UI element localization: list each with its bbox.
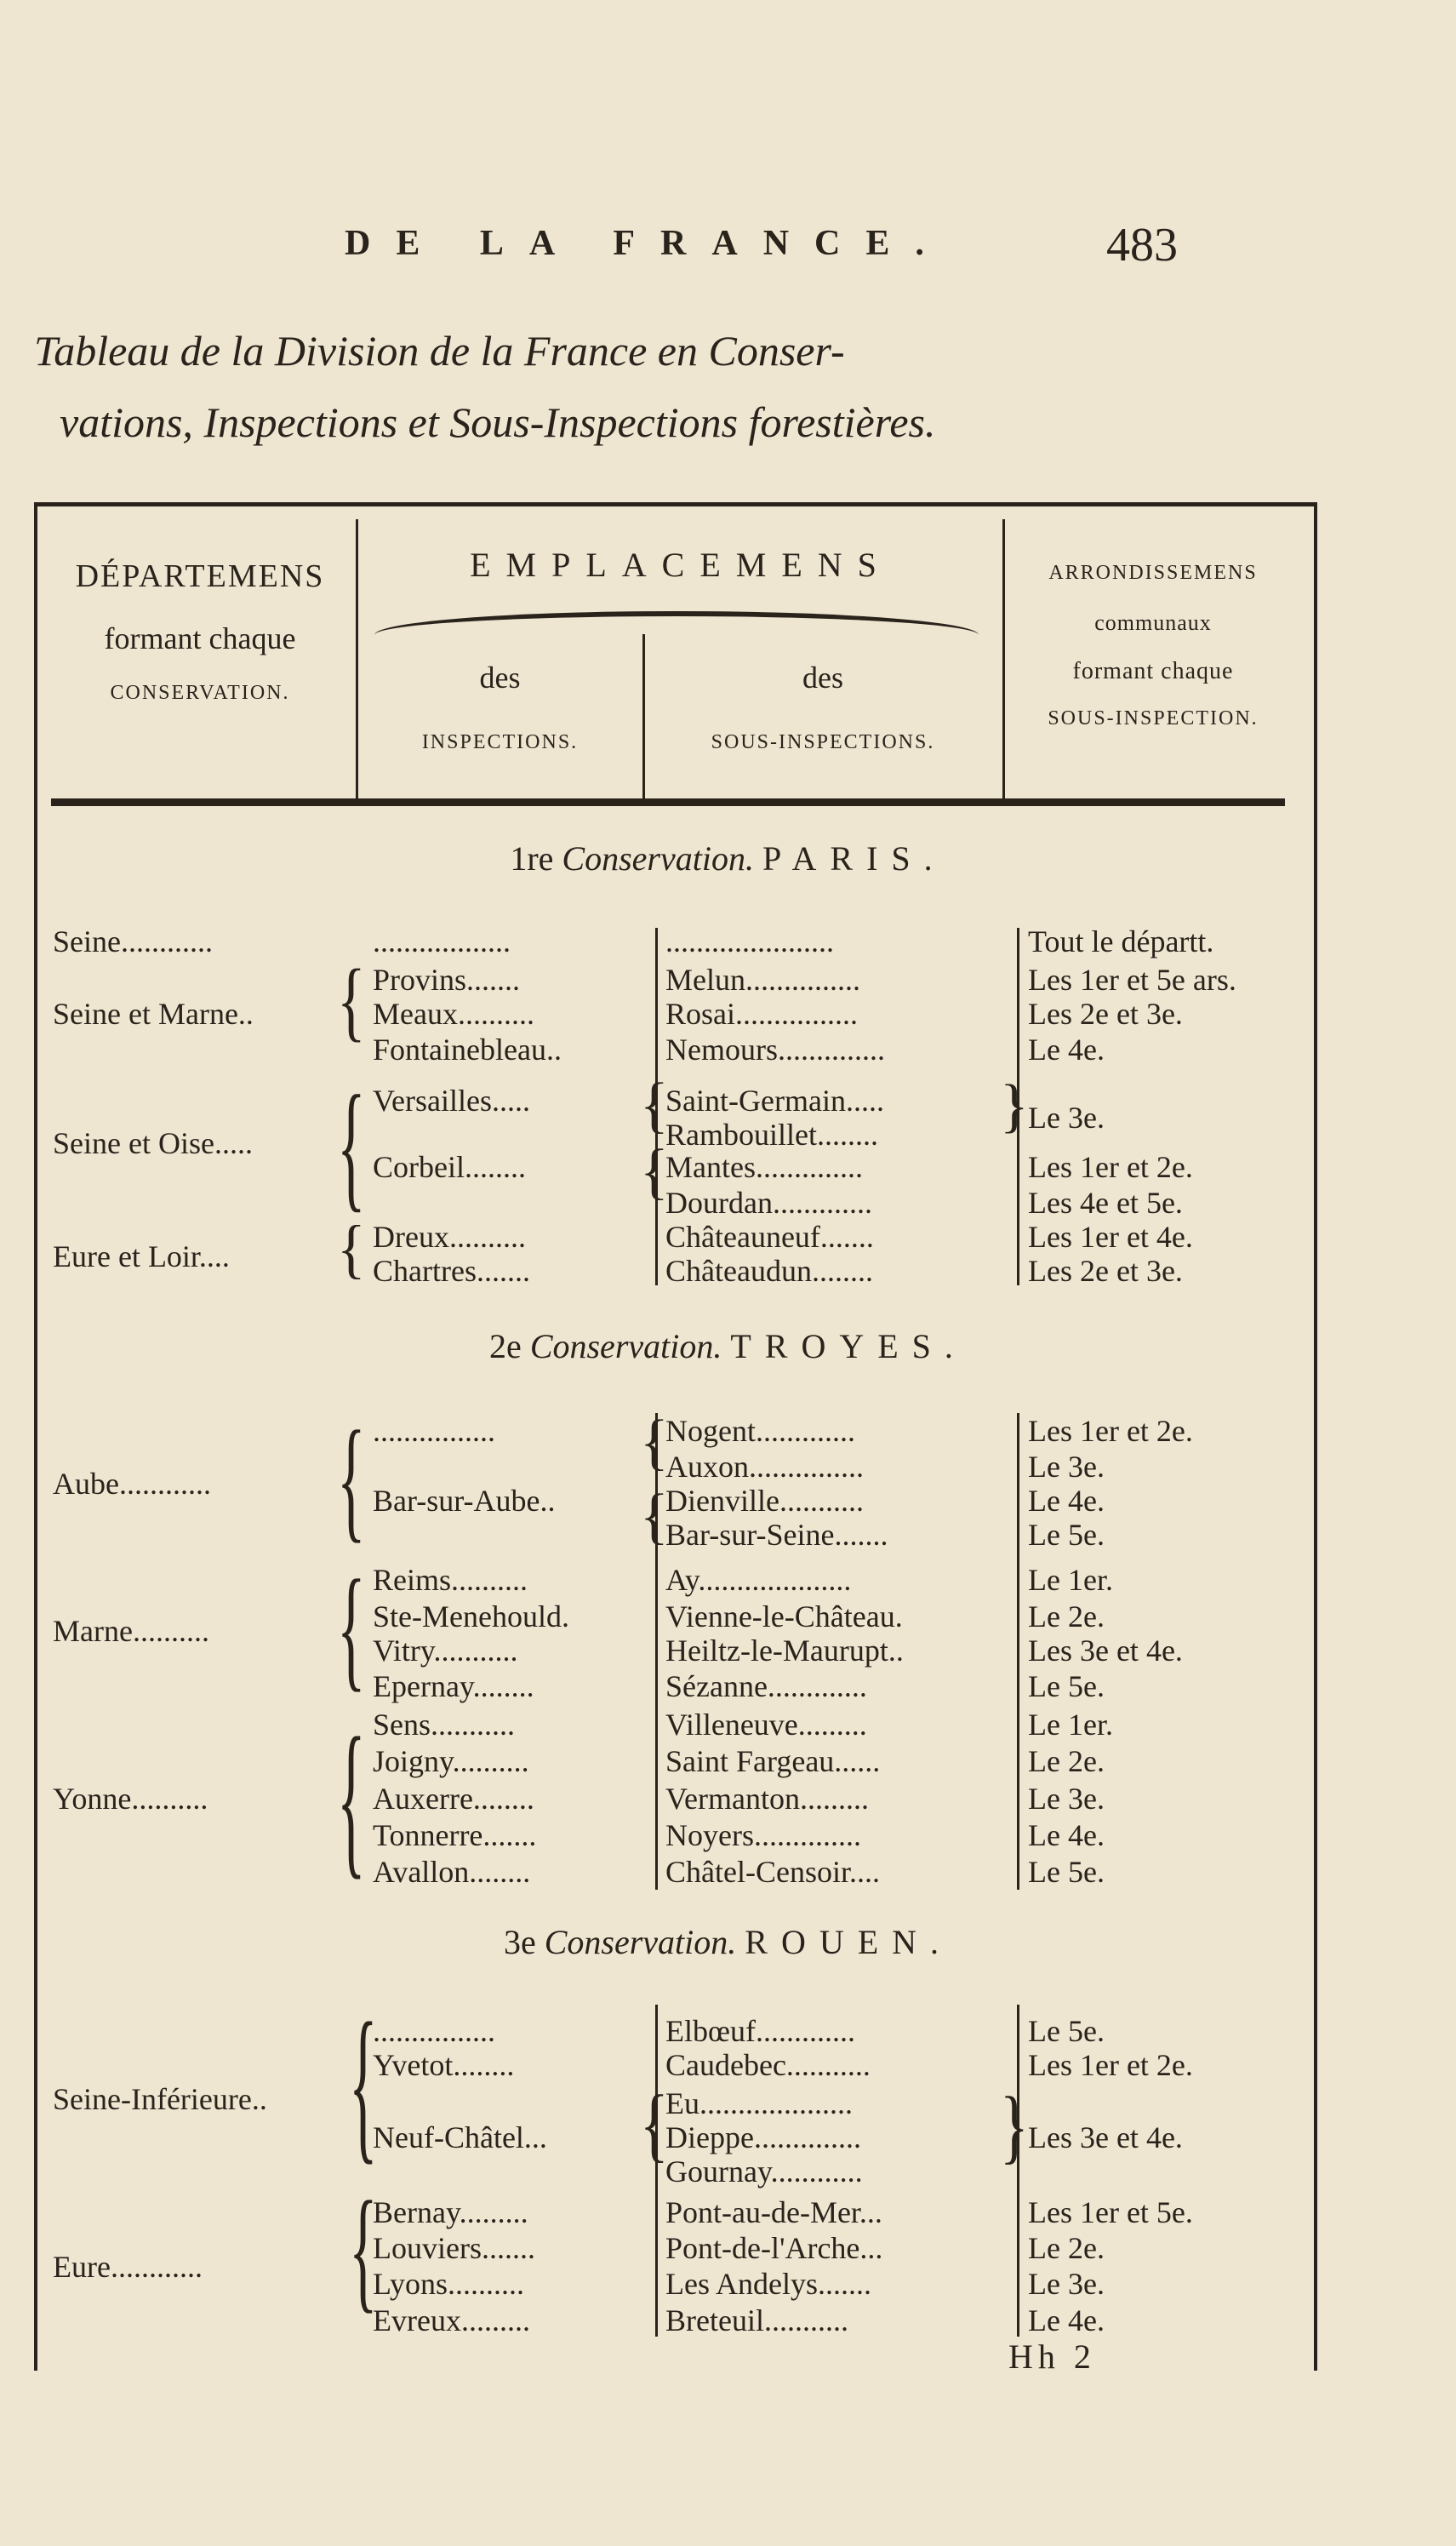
sous-inspection-cell: Pont-de-l'Arche... (665, 2231, 883, 2265)
header-inspections-line1: des (479, 661, 521, 695)
arrondissement-cell: Le 2e. (1028, 2231, 1105, 2265)
arrondissement-cell: Les 1er et 4e. (1028, 1220, 1193, 1254)
department-name: Seine et Oise..... (53, 1126, 253, 1160)
inspection-cell: Vitry........... (373, 1633, 518, 1668)
arrondissement-cell: Les 2e et 3e. (1028, 1254, 1183, 1288)
sous-inspection-cell: Nogent............. (665, 1414, 855, 1448)
arrondissement-cell: Le 5e. (1028, 1669, 1105, 1703)
sous-inspection-cell: ...................... (665, 924, 834, 958)
section-number: 3e (503, 1923, 536, 1961)
header-emplacemens: EMPLACEMENS (470, 546, 892, 584)
inspection-cell: Provins....... (373, 963, 521, 997)
arrondissement-cell: Les 3e et 4e. (1028, 1633, 1183, 1668)
brace-icon: { (337, 1553, 366, 1705)
inspection-cell: ................ (373, 1414, 495, 1448)
section-city: PARIS. (762, 839, 946, 878)
header-departemens-line2: formant chaque (104, 621, 296, 655)
inspection-cell: ................ (373, 2014, 495, 2048)
brace-icon: { (640, 1070, 669, 1140)
section-label: Conservation. (544, 1923, 737, 1961)
inspection-cell: .................. (373, 924, 511, 958)
inspection-cell: Chartres....... (373, 1254, 530, 1288)
sous-inspection-cell: Melun............... (665, 963, 860, 997)
brace-icon: { (337, 1405, 366, 1556)
inspection-cell: Tonnerre....... (373, 1818, 537, 1852)
arrondissement-cell: Les 1er et 2e. (1028, 2048, 1193, 2082)
inspection-cell: Bar-sur-Aube.. (373, 1484, 556, 1518)
sous-inspection-cell: Pont-au-de-Mer... (665, 2195, 882, 2229)
header-divider (642, 634, 645, 800)
arrondissement-cell: Les 2e et 3e. (1028, 997, 1183, 1031)
department-name: Seine et Marne.. (53, 997, 254, 1031)
inspection-cell: Neuf-Châtel... (373, 2120, 547, 2154)
inspection-cell: Reims.......... (373, 1563, 528, 1597)
arrondissement-cell: Le 1er. (1028, 1708, 1113, 1742)
sous-inspection-cell: Châteaudun........ (665, 1254, 873, 1288)
arrondissement-cell: Le 2e. (1028, 1744, 1105, 1778)
inspection-cell: Joigny.......... (373, 1744, 529, 1778)
inspection-cell: Sens........... (373, 1708, 516, 1742)
running-head (0, 219, 1456, 283)
sous-inspection-cell: Nemours.............. (665, 1033, 885, 1067)
header-departemens-line1: DÉPARTEMENS (75, 558, 325, 594)
inspection-cell: Bernay......... (373, 2195, 528, 2229)
sous-inspection-cell: Dienville........... (665, 1484, 864, 1518)
column-rule (1017, 1413, 1019, 1890)
header-departemens (47, 558, 353, 705)
table-title (34, 315, 1362, 458)
section-city: ROUEN. (745, 1923, 953, 1961)
sous-inspection-cell: Sézanne............. (665, 1669, 867, 1703)
inspection-cell: Fontainebleau.. (373, 1033, 562, 1067)
department-name: Aube............ (53, 1467, 211, 1501)
header-sous-inspections-line1: des (802, 661, 843, 695)
sous-inspection-cell: Elbœuf............. (665, 2014, 855, 2048)
section-heading (0, 838, 1456, 878)
header-divider (356, 519, 358, 800)
arrondissement-cell: Le 1er. (1028, 1563, 1113, 1597)
header-rule (51, 798, 1285, 806)
arrondissement-cell: Le 5e. (1028, 1855, 1105, 1889)
section-number: 2e (489, 1327, 522, 1365)
sous-inspection-cell: Eu.................... (665, 2086, 853, 2120)
arrondissement-cell: Le 4e. (1028, 2303, 1105, 2337)
section-label: Conservation. (562, 839, 754, 878)
arrondissement-cell: Les 1er et 2e. (1028, 1414, 1193, 1448)
arrondissement-cell: Le 4e. (1028, 1484, 1105, 1518)
arrondissement-cell: Le 5e. (1028, 2014, 1105, 2048)
brace-icon: { (640, 1481, 669, 1551)
brace-icon: { (349, 1990, 378, 2181)
arrondissement-cell: Le 4e. (1028, 1033, 1105, 1067)
running-head-title: DE LA FRANCE. (345, 224, 950, 263)
header-departemens-line3: CONSERVATION. (110, 682, 290, 704)
sous-inspection-cell: Châtel-Censoir.... (665, 1855, 880, 1889)
inspection-cell: Avallon........ (373, 1855, 531, 1889)
arrondissement-cell: Le 4e. (1028, 1818, 1105, 1852)
header-inspections-line2: INSPECTIONS. (421, 731, 579, 753)
department-name: Eure et Loir.... (53, 1239, 230, 1273)
brace-icon: { (337, 1705, 366, 1896)
brace-icon: { (640, 1407, 669, 1477)
sous-inspection-cell: Vermanton......... (665, 1782, 869, 1816)
department-name: Marne.......... (53, 1614, 209, 1648)
arrondissement-cell: Les 3e et 4e. (1028, 2120, 1183, 2154)
inspection-cell: Evreux......... (373, 2303, 530, 2337)
arrondissement-cell: Le 3e. (1028, 2267, 1105, 2301)
brace-icon: { (337, 1213, 366, 1286)
inspection-cell: Auxerre........ (373, 1782, 534, 1816)
header-inspections (362, 660, 638, 754)
sous-inspection-cell: Bar-sur-Seine....... (665, 1518, 888, 1552)
inspection-cell: Corbeil........ (373, 1150, 526, 1184)
header-arrondissemens-line1: ARRONDISSEMENS (1048, 562, 1258, 584)
header-arrondissemens-line3: formant chaque (1072, 658, 1234, 684)
inspection-cell: Meaux.......... (373, 997, 534, 1031)
sous-inspection-cell: Caudebec........... (665, 2048, 871, 2082)
sous-inspection-cell: Breteuil........... (665, 2303, 848, 2337)
header-sous-inspections (648, 660, 997, 754)
arrondissement-cell: Le 3e. (1028, 1782, 1105, 1816)
sous-inspection-cell: Les Andelys....... (665, 2267, 871, 2301)
inspection-cell: Versailles..... (373, 1084, 530, 1118)
sous-inspection-cell: Gournay............ (665, 2154, 863, 2188)
inspection-cell: Yvetot........ (373, 2048, 515, 2082)
arrondissement-cell: Les 4e et 5e. (1028, 1186, 1183, 1220)
brace-icon: { (349, 2175, 378, 2326)
inspection-cell: Dreux.......... (373, 1220, 526, 1254)
section-label: Conservation. (529, 1327, 722, 1365)
arrondissement-cell: Les 1er et 2e. (1028, 1150, 1193, 1184)
section-heading (0, 1922, 1456, 1962)
sous-inspection-cell: Rosai................ (665, 997, 859, 1031)
sous-inspection-cell: Dourdan............. (665, 1186, 872, 1220)
arrondissement-cell: Le 3e. (1028, 1450, 1105, 1484)
sous-inspection-cell: Ay.................... (665, 1563, 852, 1597)
brace-icon: { (1000, 1073, 1029, 1139)
sous-inspection-cell: Auxon............... (665, 1450, 864, 1484)
header-arrondissemens (1008, 562, 1298, 730)
sous-inspection-cell: Châteauneuf....... (665, 1220, 874, 1254)
header-arrondissemens-line4: SOUS-INSPECTION. (1048, 707, 1259, 729)
arrondissement-cell: Les 1er et 5e ars. (1028, 963, 1236, 997)
sous-inspection-cell: Villeneuve......... (665, 1708, 867, 1742)
inspection-cell: Epernay........ (373, 1669, 534, 1703)
header-divider (1002, 519, 1005, 800)
sous-inspection-cell: Heiltz-le-Maurupt.. (665, 1633, 904, 1668)
sous-inspection-cell: Saint-Germain..... (665, 1084, 884, 1118)
sous-inspection-cell: Dieppe.............. (665, 2120, 861, 2154)
inspection-cell: Ste-Menehould. (373, 1599, 569, 1633)
table-title-line-1: Tableau de la Division de la France en Conser- (34, 327, 845, 375)
section-number: 1re (510, 839, 554, 878)
sous-inspection-cell: Noyers.............. (665, 1818, 861, 1852)
arrondissement-cell: Le 5e. (1028, 1518, 1105, 1552)
department-name: Eure............ (53, 2250, 203, 2284)
inspection-cell: Louviers....... (373, 2231, 535, 2265)
signature-mark: Hh 2 (1008, 2337, 1096, 2376)
inspection-cell: Lyons.......... (373, 2267, 525, 2301)
department-name: Seine-Inférieure.. (53, 2082, 267, 2116)
arrondissement-cell: Le 2e. (1028, 1599, 1105, 1633)
arrondissement-cell: Le 3e. (1028, 1101, 1105, 1135)
page-number: 483 (1106, 219, 1178, 272)
sous-inspection-cell: Saint Fargeau...... (665, 1744, 881, 1778)
arrondissement-cell: Tout le départt. (1028, 924, 1214, 958)
sous-inspection-cell: Vienne-le-Château. (665, 1599, 903, 1633)
section-city: TROYES. (730, 1327, 967, 1365)
header-arrondissemens-line2: communaux (1094, 610, 1212, 635)
brace-icon: { (1000, 2080, 1029, 2173)
brace-icon: { (640, 1136, 669, 1206)
brace-icon: { (337, 1068, 366, 1227)
department-name: Yonne.......... (53, 1782, 208, 1816)
brace-icon: { (640, 2079, 669, 2171)
sous-inspection-cell: Rambouillet........ (665, 1118, 878, 1152)
arrondissement-cell: Les 1er et 5e. (1028, 2195, 1193, 2229)
sous-inspection-cell: Mantes.............. (665, 1150, 863, 1184)
table-title-line-2: vations, Inspections et Sous-Inspections forestières. (60, 398, 936, 446)
brace-icon: { (337, 953, 366, 1051)
section-heading (0, 1326, 1456, 1366)
header-sous-inspections-line2: SOUS-INSPECTIONS. (711, 731, 935, 753)
department-name: Seine............ (53, 924, 213, 958)
